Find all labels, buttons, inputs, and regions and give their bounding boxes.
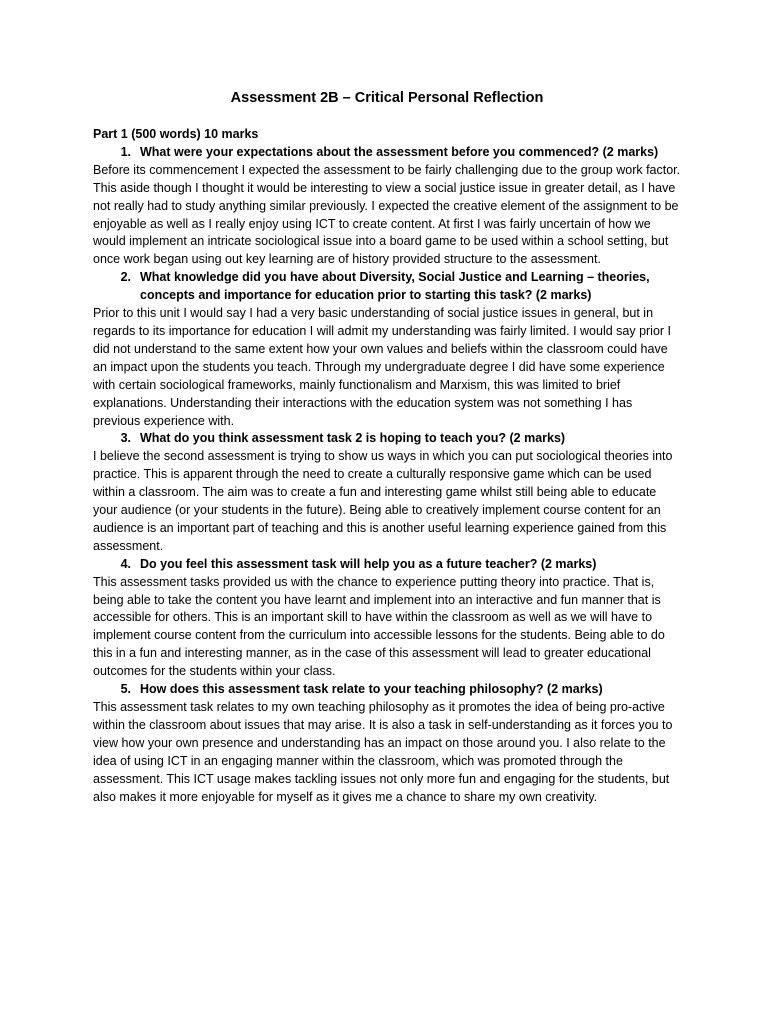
part-heading: Part 1 (500 words) 10 marks: [93, 127, 259, 141]
question-block-3: [93, 430, 681, 555]
document-page: [93, 89, 681, 806]
question-text: What knowledge did you have about Diversity, Social Justice and Learning – theories, concepts and importance for education prior to starting this task? (2 marks): [140, 270, 650, 303]
question-number: 4.: [120, 556, 131, 571]
answer-1: Before its commencement I expected the assessment to be fairly challenging due to the group work factor. This aside though I thought it would be interesting to view a social justice issue in greater detail, as I have not really had to study anything similar previously. I expected the creative element of the assignment to be enjoyable as well as I really enjoy using ICT to create content. At first I was fairly uncertain of how we would implement an intricate sociological issue into a board game to be used within a school setting, but once work began using out key learning are of history provided structure to the assessment.: [93, 162, 681, 267]
document-title: Assessment 2B – Critical Personal Reflection: [230, 90, 544, 106]
question-number: 2.: [120, 270, 131, 285]
question-3: [93, 430, 681, 448]
question-number: 3.: [120, 431, 131, 446]
answer-4: This assessment tasks provided us with the chance to experience putting theory into practice. That is, being able to take the content you have learnt and implement into an interactive and fun manner that is accessible for others. This is an important skill to have within the classroom as well as we will have to implement course content from the curriculum into accessible lessons for the students. Being able to do this in a fun and interesting manner, as in the case of this assessment will lead to greater educational outcomes for the students within your class.: [93, 574, 665, 679]
question-2: [93, 269, 681, 305]
question-4: [93, 556, 681, 574]
answer-3: I believe the second assessment is trying to show us ways in which you can put sociological theories into practice. This is apparent through the need to create a culturally responsive game which can be used within a classroom. The aim was to create a fun and interesting game whilst still being able to educate your audience (or your students in the future). Being able to creatively implement course content for an audience is an important part of teaching and this is another useful learning experience gained from this assessment.: [93, 449, 673, 553]
question-block-5: [93, 681, 681, 806]
question-5: [93, 681, 681, 699]
question-block-1: [93, 144, 681, 269]
question-block-2: [93, 269, 681, 430]
question-1: [93, 144, 681, 162]
question-text: Do you feel this assessment task will help you as a future teacher? (2 marks): [140, 556, 597, 571]
answer-5: This assessment task relates to my own teaching philosophy as it promotes the idea of being pro-active within the classroom about issues that may arise. It is also a task in self-understanding as it forces you to view how your own presence and understanding has an impact on those around you. I also relate to the idea of using ICT in an engaging manner within the classroom, which was promoted through the assessment. This ICT usage makes tackling issues not only more fun and engaging for the students, but also makes it more enjoyable for myself as it gives me a chance to share my own creativity.: [93, 700, 673, 804]
question-text: How does this assessment task relate to your teaching philosophy? (2 marks): [140, 682, 603, 697]
question-block-4: [93, 556, 681, 681]
question-number: 5.: [120, 682, 131, 697]
question-number: 1.: [120, 144, 131, 159]
answer-2: Prior to this unit I would say I had a very basic understanding of social justice issues in general, but in regards to its importance for education I will admit my understanding was fairly limited. I would say prior I did not understand to the same extent how your own values and beliefs within the classroom could have an impact upon the students you teach. Through my undergraduate degree I did have some experience with certain sociological frameworks, mainly functionalism and Marxism, this was limited to brief explanations. Understanding their interactions with the education system was not something I has previous experience with.: [93, 306, 672, 428]
question-text: What were your expectations about the assessment before you commenced? (2 marks): [140, 144, 659, 159]
question-text: What do you think assessment task 2 is hoping to teach you? (2 marks): [140, 431, 566, 446]
